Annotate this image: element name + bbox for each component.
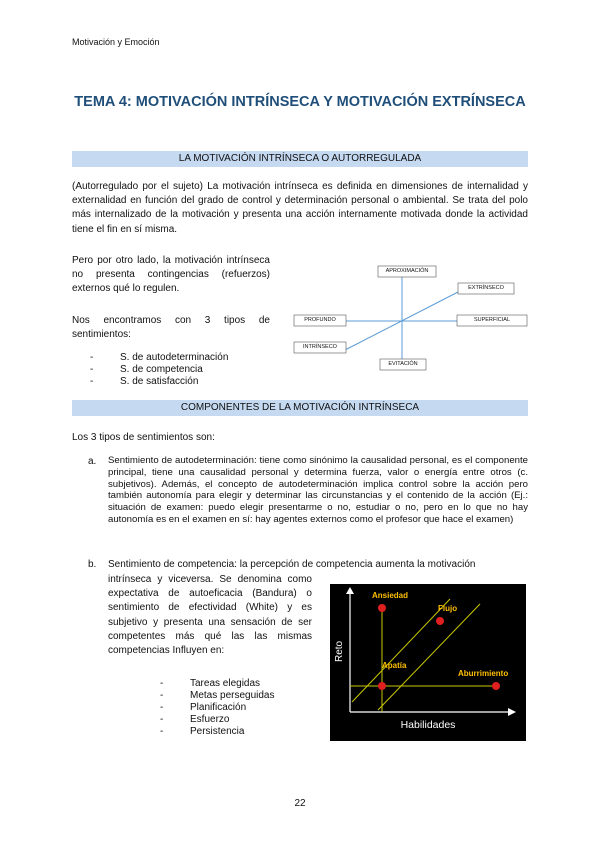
x-axis-label: Habilidades: [400, 719, 456, 731]
diagram-label-approach: APROXIMACIÓN: [385, 268, 429, 274]
components-intro: Los 3 tipos de sentimientos son:: [72, 432, 215, 443]
list-item: - Metas perseguidas: [160, 690, 330, 702]
diagram-label-intrinsic: INTRÍNSECO: [303, 344, 337, 350]
list-item: - Persistencia: [160, 726, 330, 738]
y-axis-label: Reto: [334, 640, 345, 662]
motivation-axis-diagram: [290, 262, 530, 380]
list-item: - S. de satisfacción: [90, 376, 290, 388]
influences-list: [160, 678, 330, 738]
item-a-text: Sentimiento de autodeterminación: tiene como sinónimo la causalidad personal, es el componente principal, tiene una causalidad personal y determina fuerza, valor o energía entre otros (c. subjetivos). Además, el concepto de autodeterminación implica control sobre la acción pero también autonomía para elegir y determinar las circunstancias y el contenido de la acción (Ej.: situación de examen: puedo elegir presentarme o no, estudiar o no, pero en lo que no hay autonomía es en el examen en sí: hay agentes externos como el profesor que hace el examen): [108, 455, 528, 525]
contingencies-paragraph: Pero por otro lado, la motivación intrínseca no presenta contingencias (refuerzos) externos qué lo regulen.: [72, 255, 270, 295]
intro-paragraph: (Autorregulado por el sujeto) La motivación intrínseca es definida en dimensiones de internalidad y externalidad en función del grado de control y determinación personal o ambiental. Se trata del polo más internalizado de la motivación y presenta una acción internamente motivada donde la actividad tiene el fin en sí misma.: [72, 181, 528, 235]
label-boredom: Aburrimiento: [458, 669, 509, 678]
page-number: 22: [294, 798, 306, 809]
list-item: - S. de autodeterminación: [90, 352, 290, 364]
item-a-marker: a.: [88, 456, 97, 467]
point-flow: [436, 617, 444, 625]
diagram-label-superficial: SUPERFICIAL: [473, 317, 511, 323]
label-anxiety: Ansiedad: [372, 591, 409, 600]
item-b-marker: b.: [88, 559, 97, 570]
item-b-first-line: Sentimiento de competencia: la percepción de competencia aumenta la motivación: [108, 559, 476, 570]
page-title: TEMA 4: MOTIVACIÓN INTRÍNSECA Y MOTIVACIÓN EXTRÍNSECA: [74, 94, 526, 110]
point-boredom: [492, 682, 500, 690]
diagram-label-avoidance: EVITACIÓN: [388, 361, 418, 367]
point-apathy: [378, 682, 386, 690]
list-item: - Esfuerzo: [160, 714, 330, 726]
point-anxiety: [378, 604, 386, 612]
section-heading-components: COMPONENTES DE LA MOTIVACIÓN INTRÍNSECA: [72, 400, 528, 416]
flow-channel-lower: [378, 604, 480, 710]
list-item: - Tareas elegidas: [160, 678, 330, 690]
flow-diagram: [330, 584, 526, 741]
page-header: Motivación y Emoción: [72, 37, 160, 47]
list-item: - Planificación: [160, 702, 330, 714]
diagram-label-deep: PROFUNDO: [304, 317, 336, 323]
label-apathy: Apatía: [382, 661, 407, 670]
feelings-paragraph: Nos encontramos con 3 tipos de sentimientos:: [72, 315, 270, 341]
section-heading-intrinsic: LA MOTIVACIÓN INTRÍNSECA O AUTORREGULADA: [72, 151, 528, 167]
list-item: - S. de competencia: [90, 364, 290, 376]
diagram-label-extrinsic: EXTRÍNSECO: [468, 285, 504, 291]
label-flow: Flujo: [438, 604, 458, 613]
item-b-text: intrínseca y viceversa. Se denomina como expectativa de autoeficacia (Bandura) o sentimiento de efectividad (White) y es subjetivo y presenta una sensación de ser competentes más qué las las mismas competencias Influyen en:: [108, 574, 312, 657]
feelings-list: [90, 352, 290, 388]
